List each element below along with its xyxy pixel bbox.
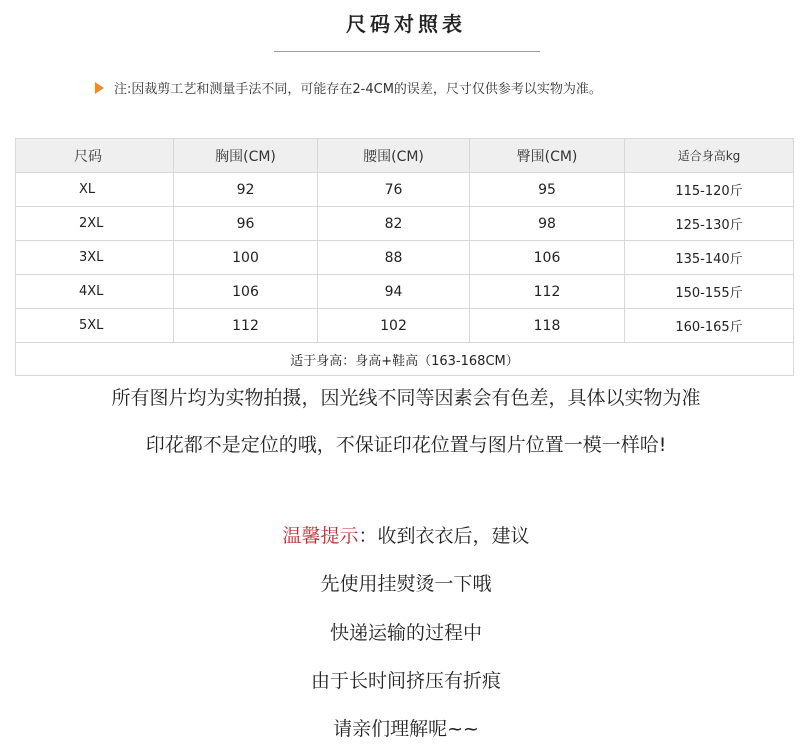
cell-weight: 135-140斤 [625, 241, 794, 275]
tip-label: 温馨提示 [282, 525, 359, 547]
cell-hip: 106 [470, 241, 625, 275]
header-chest: 胸围(CM) [174, 139, 318, 173]
table-row [16, 207, 794, 241]
cell-weight: 115-120斤 [625, 173, 794, 207]
cell-size: 3XL [16, 241, 174, 275]
table-row [16, 173, 794, 207]
cell-weight: 160-165斤 [625, 309, 794, 343]
cell-waist: 76 [318, 173, 470, 207]
cell-size: 5XL [16, 309, 174, 343]
cell-waist: 102 [318, 309, 470, 343]
cell-hip: 112 [470, 275, 625, 309]
note-text: 注:因裁剪工艺和测量手法不同，可能存在2-4CM的误差，尺寸仅供参考以实物为准。 [114, 82, 602, 97]
cell-size: 4XL [16, 275, 174, 309]
table-header-row [16, 139, 794, 173]
care-line-shipping: 快递运输的过程中 [329, 622, 482, 644]
care-line-creases: 由于长时间挤压有折痕 [310, 670, 501, 692]
cell-chest: 92 [174, 173, 318, 207]
cell-size: 2XL [16, 207, 174, 241]
cell-hip: 118 [470, 309, 625, 343]
table-row [16, 275, 794, 309]
cell-hip: 95 [470, 173, 625, 207]
page-title: 尺码对照表 [346, 12, 466, 36]
care-line-understand: 请亲们理解呢~~ [333, 718, 479, 740]
cell-chest: 112 [174, 309, 318, 343]
table-footer-row [16, 343, 794, 376]
care-tip [0, 521, 812, 548]
cell-waist: 88 [318, 241, 470, 275]
cell-chest: 106 [174, 275, 318, 309]
header-waist: 腰围(CM) [318, 139, 470, 173]
cell-waist: 94 [318, 275, 470, 309]
table-row [16, 241, 794, 275]
print-disclaimer: 印花都不是定位的哦，不保证印花位置与图片位置一模一样哈! [145, 434, 667, 456]
color-disclaimer: 所有图片均为实物拍摄，因光线不同等因素会有色差，具体以实物为准 [111, 387, 701, 409]
cell-hip: 98 [470, 207, 625, 241]
cell-weight: 125-130斤 [625, 207, 794, 241]
cell-weight: 150-155斤 [625, 275, 794, 309]
cell-size: XL [16, 173, 174, 207]
header-hip: 臀围(CM) [470, 139, 625, 173]
header-weight: 适合身高kg [625, 139, 794, 173]
cell-chest: 100 [174, 241, 318, 275]
cell-chest: 96 [174, 207, 318, 241]
header-size: 尺码 [16, 139, 174, 173]
care-line-iron: 先使用挂熨烫一下哦 [320, 573, 492, 595]
cell-waist: 82 [318, 207, 470, 241]
size-chart-table [15, 138, 794, 376]
orange-arrow-icon [95, 82, 104, 94]
table-row [16, 309, 794, 343]
title-divider [274, 51, 540, 52]
tip-text: ：收到衣衣后，建议 [358, 525, 530, 547]
height-suitability-note: 适于身高：身高+鞋高（163-168CM） [16, 343, 794, 376]
measurement-note [95, 78, 602, 97]
